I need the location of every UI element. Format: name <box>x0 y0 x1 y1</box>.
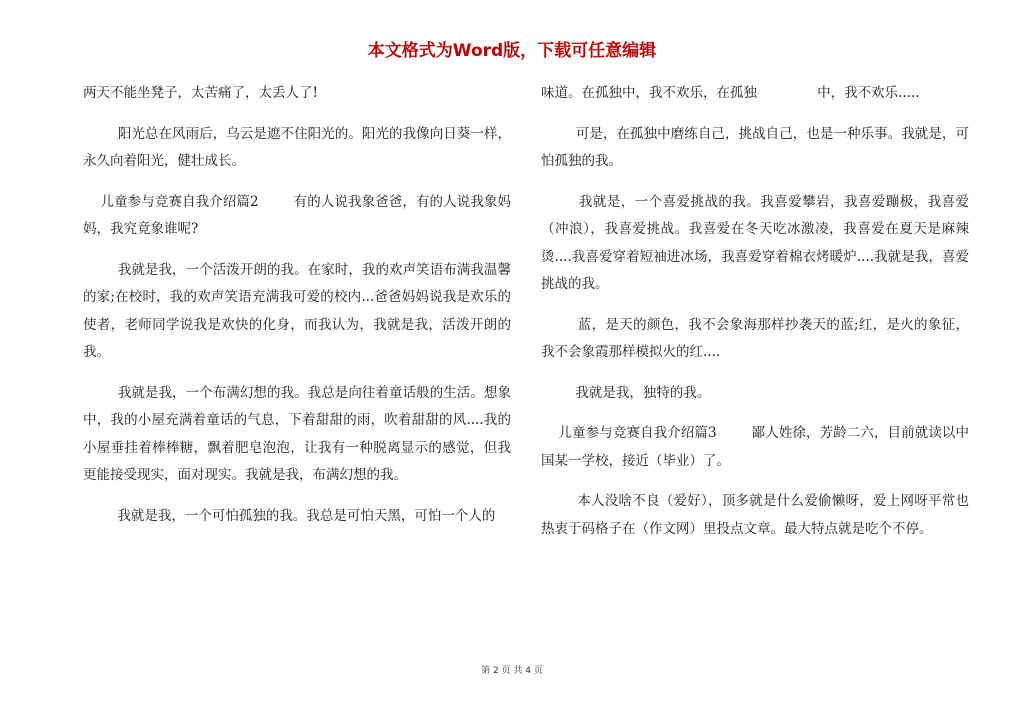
paragraph-section-heading: 儿童参与竞赛自我介绍篇3 鄙人姓徐，芳龄二六，目前就读以中国某一学校，接近（毕业）了。 <box>541 425 969 469</box>
paragraph: 蓝，是天的颜色，我不会象海那样抄袭天的蓝;红，是火的象征，我不会象霞那样模拟火的红.... <box>541 316 969 360</box>
paragraph: 我就是我，一个活泼开朗的我。在家时，我的欢声笑语布满我温馨的家;在校时，我的欢声笑语充满我可爱的校内...爸爸妈妈说我是欢乐的使者，老师同学说我是欢快的化身，而我认为，我就是我，活泼开朗的我。 <box>83 261 511 360</box>
left-text-column <box>83 80 511 530</box>
paragraph: 可是，在孤独中磨练自己，挑战自己，也是一种乐事。我就是，可怕孤独的我。 <box>541 125 969 169</box>
paragraph: 我就是我，独特的我。 <box>541 384 711 401</box>
paragraph-section-heading: 儿童参与竞赛自我介绍篇2 有的人说我象爸爸，有的人说我象妈妈，我究竟象谁呢? <box>83 193 511 237</box>
right-text-column <box>541 80 969 543</box>
paragraph: 味道。在孤独中，我不欢乐，在孤独 中，我不欢乐..... <box>541 85 920 101</box>
paragraph: 两天不能坐凳子，太苦痛了，太丢人了! <box>83 85 318 101</box>
paragraph: 我就是我，一个可怕孤独的我。我总是可怕天黑，可怕一个人的 <box>83 507 496 524</box>
paragraph: 我就是，一个喜爱挑战的我。我喜爱攀岩，我喜爱蹦极，我喜爱（冲浪），我喜爱挑战。我喜爱在冬天吃冰激凌，我喜爱在夏天是麻辣烫....我喜爱穿着短袖进冰场，我喜爱穿着棉衣烤暖炉....我就是我，喜爱挑战的我。 <box>541 193 969 292</box>
paragraph: 我就是我，一个布满幻想的我。我总是向往着童话般的生活。想象中，我的小屋充满着童话的气息，下着甜甜的雨，吹着甜甜的风....我的小屋垂挂着棒棒糖，飘着肥皂泡泡，让我有一种脱离显示的感觉，但我更能接受现实，面对现实。我就是我，布满幻想的我。 <box>83 384 511 483</box>
paragraph: 本人没啥不良（爱好），顶多就是什么爱偷懒呀，爱上网呀平常也热衷于码格子在（作文网）里投点文章。最大特点就是吃个不停。 <box>541 493 969 537</box>
paragraph: 阳光总在风雨后，乌云是遮不住阳光的。阳光的我像向日葵一样，永久向着阳光，健壮成长。 <box>83 125 511 169</box>
document-header-title: 本文格式为Word版，下载可任意编辑 <box>367 41 657 61</box>
page-number-footer: 第 2 页 共 4 页 <box>481 666 543 676</box>
